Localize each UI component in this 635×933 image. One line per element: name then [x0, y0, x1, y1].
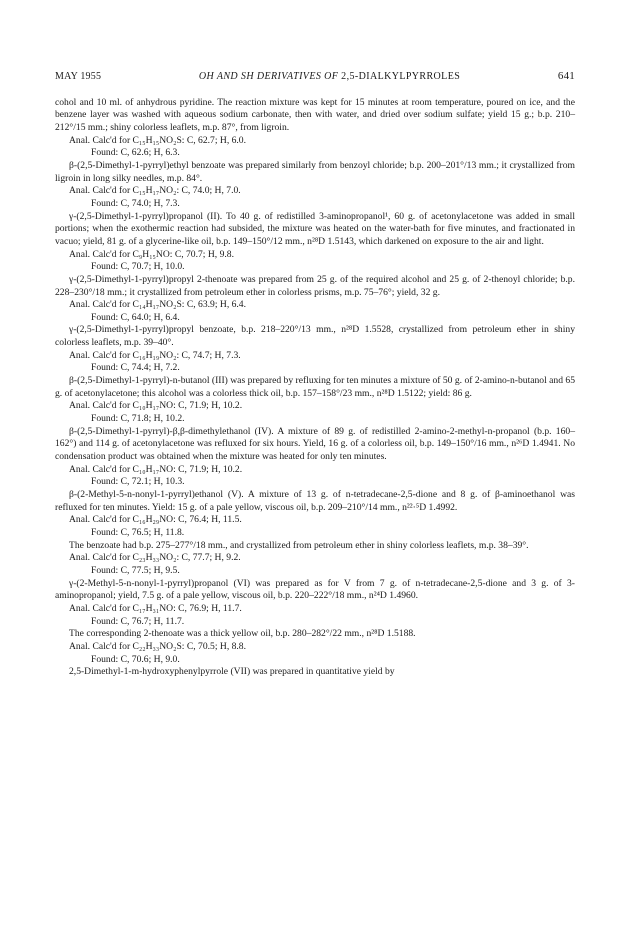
analysis-calc: Anal. Calc'd for C₁₆H₂₉NO: C, 76.4; H, 11.5.: [69, 514, 242, 526]
analysis-found: Found: C, 62.6; H, 6.3.: [91, 147, 180, 159]
paragraph: β-(2,5-Dimethyl-1-pyrryl)-β,β-dimethylethanol (IV). A mixture of 89 g. of redistilled 2-amino-2-methyl-n-propanol (b.p. 160–162°) and 114 g. of acetonylacetone was refluxed for six hours. Yield, 16 g. of a colorless oil, b.p. 149–150°/16 mm., n²⁶D 1.4941. No condensation product was obtained when the mixture was heated for only ten minutes.: [55, 425, 575, 463]
journal-date: MAY 1955: [55, 71, 102, 82]
running-title-prefix: OH AND SH DERIVATIVES OF: [198, 71, 339, 82]
analysis-calc: Anal. Calc'd for C₁₀H₁₇NO: C, 71.9; H, 10.2.: [69, 400, 243, 412]
analysis-found: Found: C, 76.7; H, 11.7.: [91, 615, 185, 627]
analysis-found: Found: C, 70.7; H, 10.0.: [91, 261, 185, 273]
paragraph: The corresponding 2-thenoate was a thick yellow oil, b.p. 280–282°/22 mm., n²⁸D 1.5188.: [69, 628, 416, 640]
analysis-calc: Anal. Calc'd for C₁₄H₁₇NO₂S: C, 63.9; H, 6.4.: [69, 299, 247, 311]
analysis-found: Found: C, 64.0; H, 6.4.: [91, 311, 180, 323]
analysis-found: Found: C, 77.5; H, 9.5.: [91, 564, 180, 576]
analysis-calc: Anal. Calc'd for C₉H₁₅NO: C, 70.7; H, 9.8.: [69, 248, 234, 260]
paragraph: γ-(2,5-Dimethyl-1-pyrryl)propyl benzoate, b.p. 218–220°/13 mm., n²⁸D 1.5528, crystallized from petroleum ether in shiny colorless leaflets, m.p. 39–40°.: [55, 324, 575, 349]
article-body: [55, 97, 575, 679]
analysis-found: Found: C, 74.0; H, 7.3.: [91, 197, 180, 209]
journal-page: [55, 70, 575, 679]
running-title-suffix: 2,5-DIALKYLPYRROLES: [341, 71, 461, 82]
analysis-calc: Anal. Calc'd for C₁₅H₁₇NO₂: C, 74.0; H, 7.0.: [69, 185, 241, 197]
paragraph: γ-(2,5-Dimethyl-1-pyrryl)propanol (II). To 40 g. of redistilled 3-aminopropanol¹, 60 g. of acetonylacetone was added in small portions; when the exothermic reaction had subsided, the mixture was heated on the water-bath for five minutes, and fractionated in vacuo; yield, 81 g. of a glycerine-like oil, b.p. 149–150°/12 mm., n²⁸D 1.5143, which darkened on exposure to the air and light.: [55, 210, 575, 247]
page-number: 641: [557, 70, 575, 82]
analysis-found: Found: C, 76.5; H, 11.8.: [91, 526, 185, 538]
analysis-found: Found: C, 70.6; H, 9.0.: [91, 653, 180, 665]
paragraph: β-(2,5-Dimethyl-1-pyrryl)ethyl benzoate was prepared similarly from benzoyl chloride; b.p. 200–201°/13 mm.; it crystallized from ligroin in long silky needles, m.p. 84°.: [55, 159, 575, 184]
paragraph: γ-(2-Methyl-5-n-nonyl-1-pyrryl)propanol (VI) was prepared as for V from 7 g. of n-tetradecane-2,5-dione and 3 g. of 3-aminopropanol; yield, 7.5 g. of a pale yellow, viscous oil, b.p. 220–222°/18 mm., n²⁴D 1.4960.: [55, 577, 575, 602]
running-title: [199, 71, 460, 84]
analysis-found: Found: C, 71.8; H, 10.2.: [91, 413, 185, 425]
running-header: [55, 70, 575, 84]
analysis-calc: Anal. Calc'd for C₂₃H₃₃NO₂: C, 77.7; H, 9.2.: [69, 552, 241, 564]
analysis-calc: Anal. Calc'd for C₁₇H₃₁NO: C, 76.9; H, 11.7.: [69, 602, 242, 614]
analysis-found: Found: C, 74.4; H, 7.2.: [91, 362, 180, 374]
paragraph: cohol and 10 ml. of anhydrous pyridine. The reaction mixture was kept for 15 minutes at room temperature, poured on ice, and the benzene layer was washed with aqueous sodium carbonate, then with water, and dried over sodium sulfate; yield 15 g.; b.p. 210–212°/15 mm.; shiny colorless leaflets, m.p. 87°, from ligroin.: [55, 96, 575, 133]
analysis-found: Found: C, 72.1; H, 10.3.: [91, 476, 185, 488]
paragraph: The benzoate had b.p. 275–277°/18 mm., and crystallized from petroleum ether in shiny colorless leaflets, m.p. 38–39°.: [69, 539, 529, 551]
paragraph: γ-(2,5-Dimethyl-1-pyrryl)propyl 2-thenoate was prepared from 25 g. of the required alcohol and 25 g. of 2-thenoyl chloride; b.p. 228–230°/18 mm.; it crystallized from petroleum ether in colorless prisms, m.p. 75–76°; yield, 32 g.: [55, 273, 575, 298]
paragraph: β-(2,5-Dimethyl-1-pyrryl)-n-butanol (III) was prepared by refluxing for ten minutes a mixture of 50 g. of 2-amino-n-butanol and 65 g. of acetonylacetone; this alcohol was a colorless thick oil, b.p. 157–158°/23 mm., n²⁸D 1.5122; yield: 86 g.: [55, 375, 576, 399]
paragraph: β-(2-Methyl-5-n-nonyl-1-pyrryl)ethanol (V). A mixture of 13 g. of n-tetradecane-2,5-dione and 8 g. of β-aminoethanol was refluxed for ten minutes. Yield: 15 g. of a pale yellow, viscous oil, b.p. 209–210°/14 mm., n²²·⁵D 1.4992.: [55, 489, 575, 513]
analysis-calc: Anal. Calc'd for C₁₅H₁₅NO₂S: C, 62.7; H, 6.0.: [69, 134, 247, 146]
analysis-calc: Anal. Calc'd for C₁₆H₁₉NO₂: C, 74.7; H, 7.3.: [69, 349, 241, 361]
analysis-calc: Anal. Calc'd for C₁₀H₁₇NO: C, 71.9; H, 10.2.: [69, 463, 243, 475]
analysis-calc: Anal. Calc'd for C₂₂H₃₃NO₂S: C, 70.5; H, 8.8.: [69, 640, 247, 652]
paragraph: 2,5-Dimethyl-1-m-hydroxyphenylpyrrole (VII) was prepared in quantitative yield by: [69, 666, 395, 678]
